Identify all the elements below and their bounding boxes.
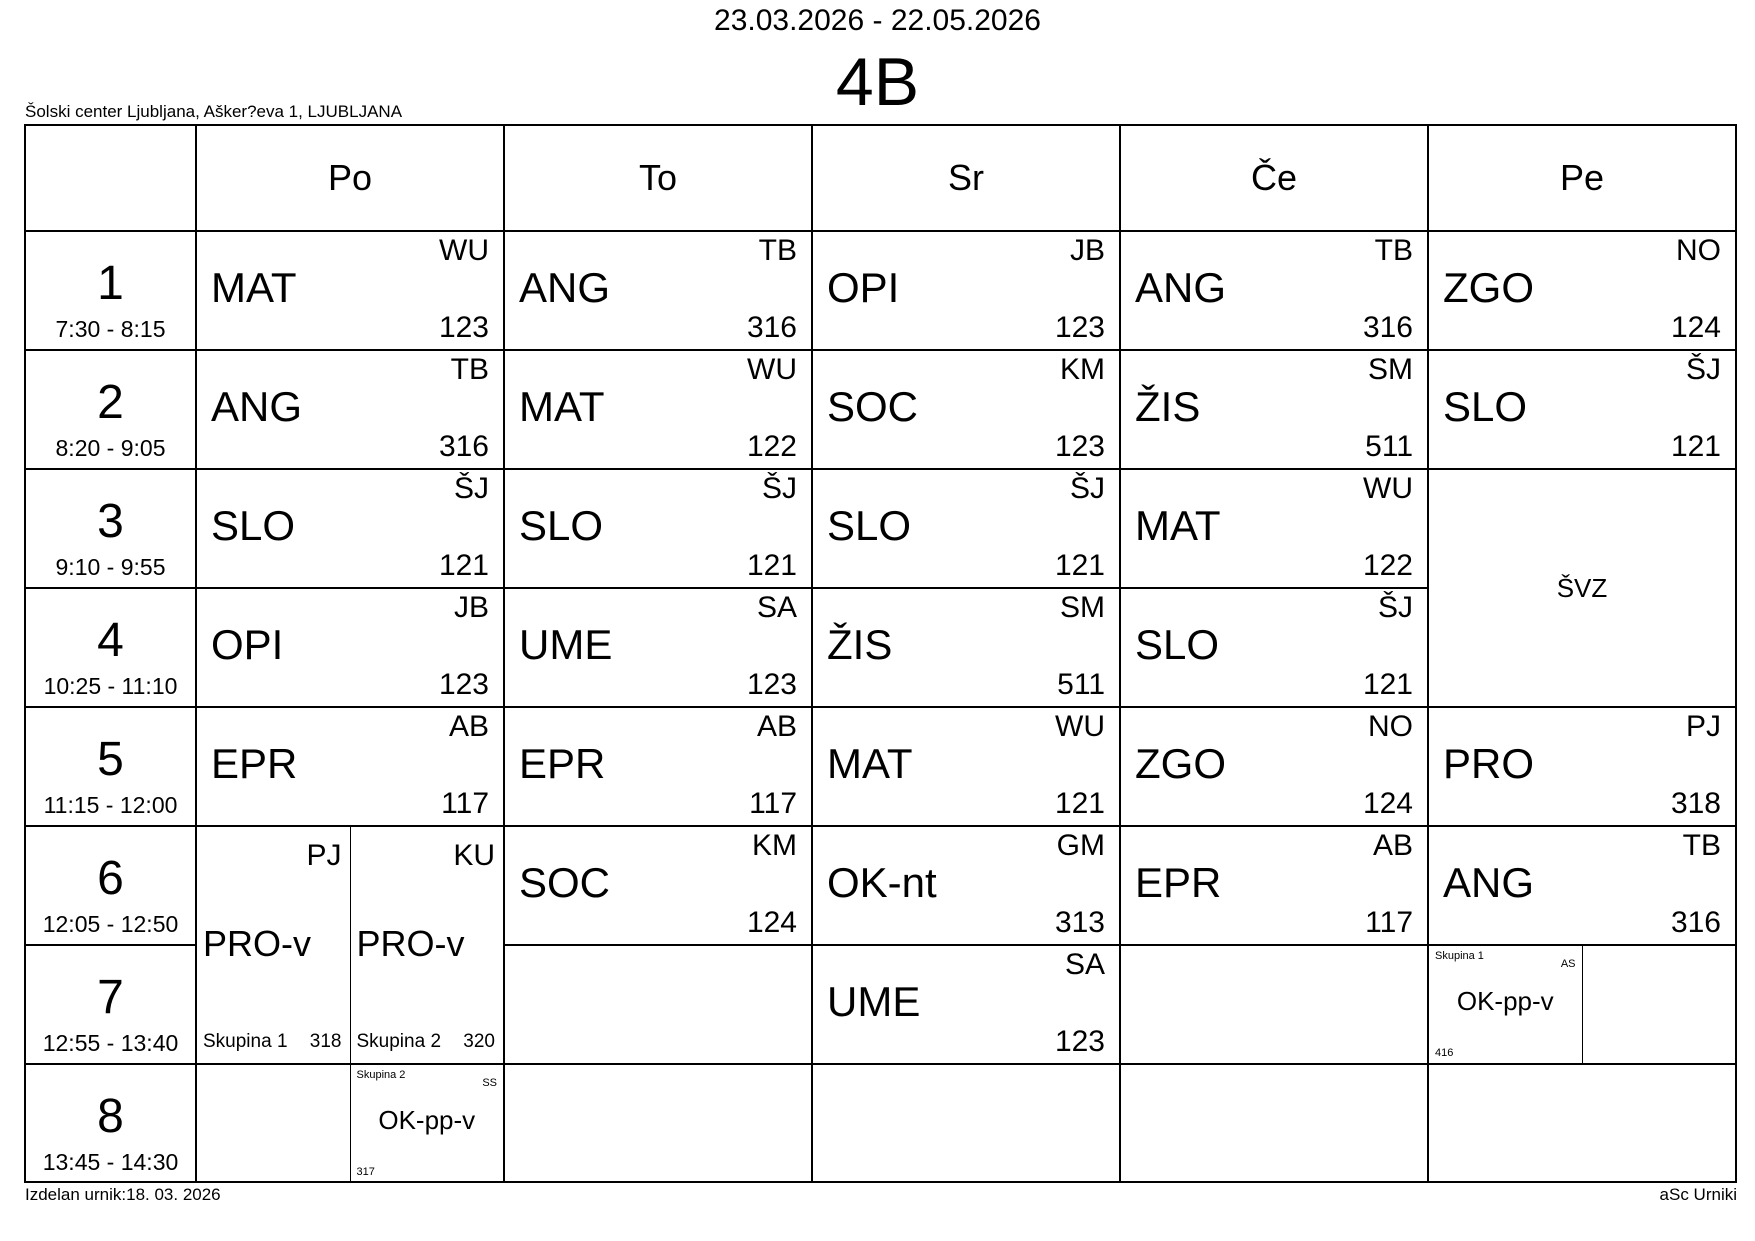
subject-code: OPI <box>211 621 284 668</box>
subject-code: ANG <box>211 383 303 430</box>
subject-code: SLO <box>211 502 296 549</box>
teacher-code: ŠJ <box>1685 353 1721 386</box>
teacher-code: TB <box>450 353 489 386</box>
group-lesson-skupina-1[interactable] <box>1429 946 1582 1063</box>
period-time: 11:15 - 12:00 <box>43 792 178 818</box>
teacher-code: JB <box>1069 234 1105 267</box>
teacher-code: AS <box>1560 958 1576 970</box>
group-label: Skupina 2 <box>356 1069 406 1081</box>
lesson-ce-5[interactable] <box>1119 706 1427 825</box>
lesson-sr-7[interactable] <box>811 944 1119 1063</box>
subject-code: ANG <box>519 264 611 311</box>
teacher-code: AB <box>448 710 489 743</box>
day-header-sr: Sr <box>811 124 1119 230</box>
lesson-to-4[interactable] <box>503 587 811 706</box>
room-number: 121 <box>1054 787 1105 820</box>
subject-code: ZGO <box>1135 740 1226 787</box>
subject-code: SLO <box>1443 383 1528 430</box>
teacher-code: ŠJ <box>453 472 489 505</box>
empty-slot-ce-7[interactable] <box>1119 944 1427 1063</box>
lesson-to-1[interactable] <box>503 230 811 349</box>
room-number: 318 <box>309 1031 342 1052</box>
date-range: 23.03.2026 - 22.05.2026 <box>714 4 1041 37</box>
subject-code: UME <box>519 621 613 668</box>
teacher-code: PJ <box>306 839 342 872</box>
day-header-po: Po <box>195 124 503 230</box>
empty-slot-to-8[interactable] <box>503 1063 811 1182</box>
lesson-ce-2[interactable] <box>1119 349 1427 468</box>
room-number: 124 <box>1362 787 1413 820</box>
room-number: 316 <box>438 430 489 463</box>
teacher-code: JB <box>453 591 489 624</box>
room-number: 317 <box>356 1166 375 1178</box>
group-label: Skupina 2 <box>356 1031 442 1052</box>
teacher-code: AB <box>756 710 797 743</box>
teacher-code: KU <box>453 839 495 872</box>
room-number: 316 <box>1362 311 1413 344</box>
subject-code: ANG <box>1443 859 1535 906</box>
teacher-code: SM <box>1060 591 1105 624</box>
empty-group-slot[interactable] <box>197 1065 350 1182</box>
room-number: 123 <box>746 668 797 701</box>
period-1 <box>24 230 195 349</box>
corner-cell <box>24 124 195 230</box>
period-time: 12:55 - 13:40 <box>42 1030 179 1056</box>
lesson-sr-2[interactable] <box>811 349 1119 468</box>
period-number: 8 <box>97 1090 124 1143</box>
teacher-code: SA <box>1064 948 1105 981</box>
subject-code: PRO-v <box>356 923 465 964</box>
empty-slot-to-7[interactable] <box>503 944 811 1063</box>
teacher-code: TB <box>1374 234 1413 267</box>
subject-code: MAT <box>827 740 913 787</box>
lesson-ce-4[interactable] <box>1119 587 1427 706</box>
event-svz[interactable] <box>1427 468 1735 706</box>
subject-code: OPI <box>827 264 900 311</box>
lesson-to-2[interactable] <box>503 349 811 468</box>
created-date: Izdelan urnik:18. 03. 2026 <box>25 1185 221 1204</box>
teacher-code: NO <box>1368 710 1413 743</box>
lesson-pe-2[interactable] <box>1427 349 1735 468</box>
empty-slot-pe-8[interactable] <box>1427 1063 1735 1182</box>
period-6 <box>24 825 195 944</box>
subject-code: MAT <box>211 264 297 311</box>
lesson-ce-3[interactable] <box>1119 468 1427 587</box>
group-lesson-skupina-1[interactable] <box>197 827 350 1063</box>
room-number: 122 <box>1362 549 1413 582</box>
lesson-sr-5[interactable] <box>811 706 1119 825</box>
period-4 <box>24 587 195 706</box>
room-number: 121 <box>1054 549 1105 582</box>
room-number: 316 <box>1670 906 1721 939</box>
room-number: 511 <box>1057 668 1105 701</box>
timetable-grid <box>24 124 1737 1183</box>
lesson-po-1[interactable] <box>195 230 503 349</box>
subject-code: ŽIS <box>1135 383 1201 430</box>
period-2 <box>24 349 195 468</box>
day-header-to: To <box>503 124 811 230</box>
room-number: 313 <box>1054 906 1105 939</box>
subject-code: ŽIS <box>827 621 893 668</box>
lesson-ce-1[interactable] <box>1119 230 1427 349</box>
lesson-to-3[interactable] <box>503 468 811 587</box>
subject-code: EPR <box>1135 859 1222 906</box>
period-3 <box>24 468 195 587</box>
empty-group-slot[interactable] <box>1582 946 1736 1063</box>
teacher-code: KM <box>752 829 797 862</box>
teacher-code: WU <box>1363 472 1413 505</box>
period-time: 7:30 - 8:15 <box>55 316 166 342</box>
teacher-code: ŠJ <box>1377 591 1413 624</box>
lesson-sr-4[interactable] <box>811 587 1119 706</box>
room-number: 318 <box>1670 787 1721 820</box>
subject-code: MAT <box>519 383 605 430</box>
subject-code: SOC <box>519 859 611 906</box>
lesson-to-6[interactable] <box>503 825 811 944</box>
period-8 <box>24 1063 195 1182</box>
event-label: ŠVZ <box>1556 572 1608 603</box>
subject-code: ZGO <box>1443 264 1534 311</box>
day-header-ce: Če <box>1119 124 1427 230</box>
group-lesson-skupina-2[interactable] <box>350 1065 504 1182</box>
period-number: 7 <box>97 971 124 1024</box>
class-title: 4B <box>835 44 920 120</box>
subject-code: MAT <box>1135 502 1221 549</box>
lesson-po-8-split <box>195 1063 503 1182</box>
subject-code: UME <box>827 978 921 1025</box>
subject-code: EPR <box>519 740 606 787</box>
subject-code: SOC <box>827 383 919 430</box>
group-lesson-skupina-2[interactable] <box>350 827 504 1063</box>
room-number: 320 <box>463 1031 495 1052</box>
subject-code: OK-nt <box>827 859 937 906</box>
room-number: 117 <box>1365 906 1413 939</box>
teacher-code: WU <box>1055 710 1105 743</box>
lesson-pe-6[interactable] <box>1427 825 1735 944</box>
teacher-code: SM <box>1368 353 1413 386</box>
teacher-code: GM <box>1056 829 1105 862</box>
room-number: 316 <box>746 311 797 344</box>
lesson-po-4[interactable] <box>195 587 503 706</box>
room-number: 124 <box>1670 311 1721 344</box>
lesson-po-3[interactable] <box>195 468 503 587</box>
lesson-pe-1[interactable] <box>1427 230 1735 349</box>
teacher-code: ŠJ <box>1069 472 1105 505</box>
day-header-pe: Pe <box>1427 124 1735 230</box>
teacher-code: SA <box>756 591 797 624</box>
period-5 <box>24 706 195 825</box>
lesson-pe-7-split <box>1427 944 1735 1063</box>
room-number: 123 <box>438 311 489 344</box>
period-time: 8:20 - 9:05 <box>55 435 166 461</box>
teacher-code: WU <box>747 353 797 386</box>
lesson-sr-1[interactable] <box>811 230 1119 349</box>
room-number: 123 <box>438 668 489 701</box>
subject-code: OK-pp-v <box>1456 986 1554 1016</box>
subject-code: OK-pp-v <box>378 1105 476 1135</box>
subject-code: SLO <box>827 502 912 549</box>
teacher-code: WU <box>439 234 489 267</box>
lesson-po-2[interactable] <box>195 349 503 468</box>
teacher-code: SS <box>482 1077 497 1089</box>
teacher-code: TB <box>758 234 797 267</box>
lesson-to-5[interactable] <box>503 706 811 825</box>
teacher-code: NO <box>1676 234 1721 267</box>
period-time: 9:10 - 9:55 <box>55 554 166 580</box>
empty-slot-sr-8[interactable] <box>811 1063 1119 1182</box>
subject-code: PRO <box>1443 740 1535 787</box>
period-number: 3 <box>97 495 124 548</box>
lesson-po-6-7-split <box>195 825 503 1063</box>
subject-code: SLO <box>1135 621 1220 668</box>
room-number: 117 <box>749 787 797 820</box>
teacher-code: ŠJ <box>761 472 797 505</box>
teacher-code: AB <box>1372 829 1413 862</box>
lesson-sr-3[interactable] <box>811 468 1119 587</box>
period-time: 10:25 - 11:10 <box>43 673 178 699</box>
teacher-code: PJ <box>1685 710 1721 743</box>
room-number: 117 <box>441 787 489 820</box>
lesson-pe-5[interactable] <box>1427 706 1735 825</box>
lesson-sr-6[interactable] <box>811 825 1119 944</box>
period-number: 5 <box>97 733 124 786</box>
teacher-code: KM <box>1060 353 1105 386</box>
period-number: 6 <box>97 852 124 905</box>
room-number: 123 <box>1054 311 1105 344</box>
school-name: Šolski center Ljubljana, Ašker?eva 1, LJUBLJANA <box>25 102 403 121</box>
subject-code: PRO-v <box>203 923 311 964</box>
period-number: 1 <box>97 257 124 310</box>
subject-code: SLO <box>519 502 604 549</box>
subject-code: EPR <box>211 740 298 787</box>
room-number: 416 <box>1435 1047 1454 1059</box>
period-7 <box>24 944 195 1063</box>
teacher-code: TB <box>1682 829 1721 862</box>
subject-code: ANG <box>1135 264 1227 311</box>
period-number: 2 <box>97 376 124 429</box>
period-time: 13:45 - 14:30 <box>42 1149 179 1175</box>
room-number: 511 <box>1365 430 1413 463</box>
period-number: 4 <box>97 614 124 667</box>
room-number: 121 <box>438 549 489 582</box>
period-time: 12:05 - 12:50 <box>42 911 179 937</box>
room-number: 123 <box>1054 430 1105 463</box>
brand-label: aSc Urniki <box>1659 1185 1737 1204</box>
room-number: 121 <box>1362 668 1413 701</box>
lesson-ce-6[interactable] <box>1119 825 1427 944</box>
room-number: 123 <box>1054 1025 1105 1058</box>
empty-slot-ce-8[interactable] <box>1119 1063 1427 1182</box>
group-label: Skupina 1 <box>1435 950 1484 962</box>
lesson-po-5[interactable] <box>195 706 503 825</box>
group-label: Skupina 1 <box>203 1031 288 1052</box>
room-number: 121 <box>746 549 797 582</box>
room-number: 124 <box>746 906 797 939</box>
room-number: 121 <box>1670 430 1721 463</box>
room-number: 122 <box>746 430 797 463</box>
